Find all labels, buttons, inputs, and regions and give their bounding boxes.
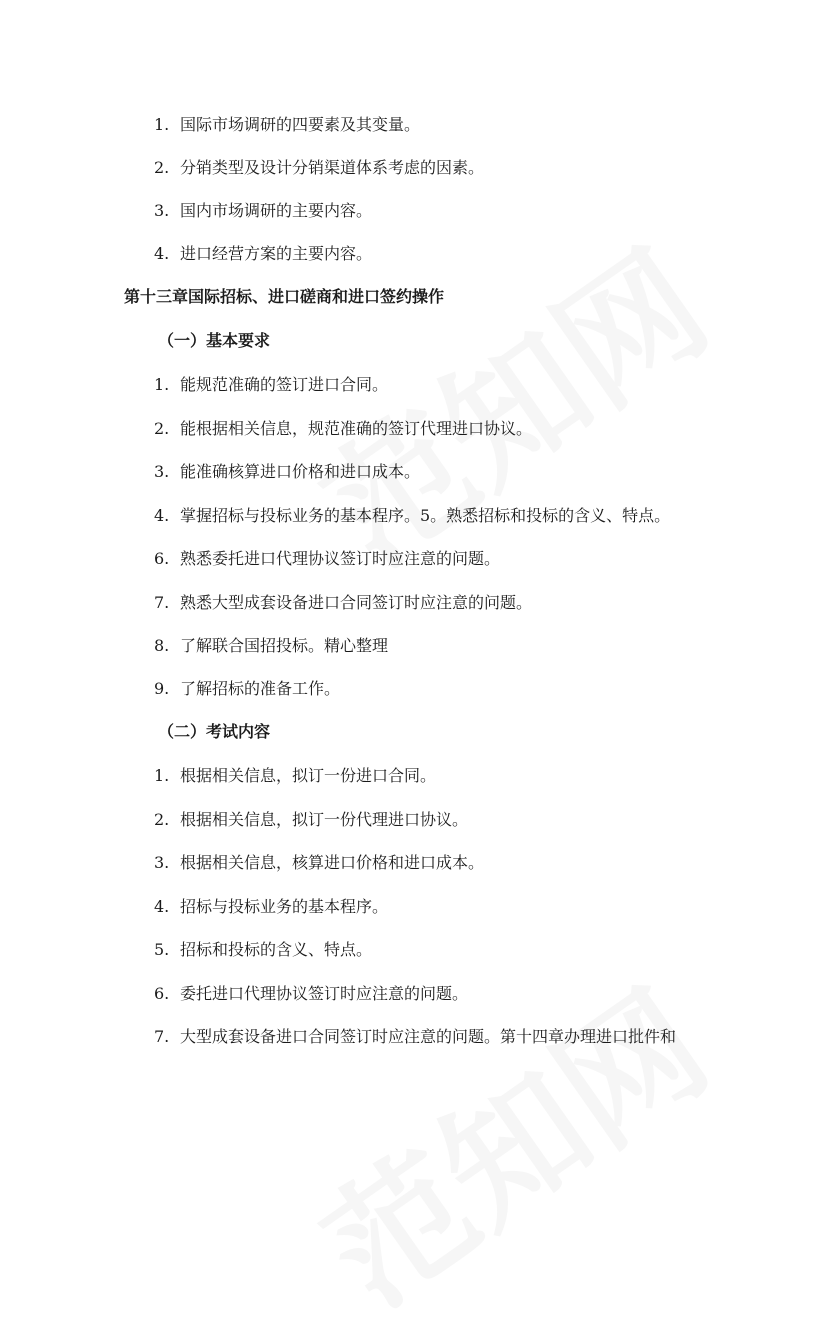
list-text: 掌握招标与投标业务的基本程序。5。熟悉招标和投标的含义、特点。: [180, 506, 671, 525]
list-number: 4.: [154, 244, 170, 263]
list-text: 了解招标的准备工作。: [180, 679, 341, 698]
list-number: 4.: [154, 897, 170, 916]
list-item: [154, 635, 388, 657]
list-item: [154, 418, 532, 440]
list-number: 4.: [154, 506, 170, 525]
list-number: 2.: [154, 158, 170, 177]
list-text: 招标与投标业务的基本程序。: [180, 897, 389, 916]
list-text: 国际市场调研的四要素及其变量。: [180, 115, 421, 134]
list-item: [154, 939, 372, 961]
list-item: [154, 983, 468, 1005]
list-text: 能根据相关信息，规范准确的签订代理进口协议。: [180, 419, 533, 438]
list-text: 能规范准确的签订进口合同。: [180, 375, 389, 394]
list-number: 2.: [154, 419, 170, 438]
list-item: [154, 896, 388, 918]
list-item: [154, 200, 372, 222]
list-number: 3.: [154, 201, 170, 220]
list-text: 根据相关信息，拟订一份进口合同。: [180, 766, 437, 785]
list-item: [154, 374, 388, 396]
list-text: 能准确核算进口价格和进口成本。: [180, 462, 421, 481]
list-number: 6.: [154, 984, 170, 1003]
list-item: [154, 592, 532, 614]
list-text: 进口经营方案的主要内容。: [180, 244, 373, 263]
list-text: 根据相关信息，核算进口价格和进口成本。: [180, 853, 485, 872]
list-number: 3.: [154, 853, 170, 872]
list-text: 国内市场调研的主要内容。: [180, 201, 373, 220]
list-number: 7.: [154, 593, 170, 612]
list-text: 熟悉委托进口代理协议签订时应注意的问题。: [180, 549, 501, 568]
list-text: 分销类型及设计分销渠道体系考虑的因素。: [180, 158, 485, 177]
list-item: [154, 809, 468, 831]
list-item: [154, 765, 436, 787]
list-text: 委托进口代理协议签订时应注意的问题。: [180, 984, 469, 1003]
list-item: [154, 852, 484, 874]
list-item: [154, 505, 670, 527]
list-item: [154, 461, 420, 483]
list-text: 招标和投标的含义、特点。: [180, 940, 373, 959]
list-number: 1.: [154, 766, 170, 785]
chapter-title: 第十三章国际招标、进口磋商和进口签约操作: [124, 287, 445, 306]
list-number: 6.: [154, 549, 170, 568]
list-item: [154, 114, 420, 136]
list-number: 1.: [154, 375, 170, 394]
list-text: 根据相关信息，拟订一份代理进口协议。: [180, 810, 469, 829]
list-text: 大型成套设备进口合同签订时应注意的问题。第十四章办理进口批件和: [180, 1027, 677, 1046]
list-item: [154, 243, 372, 265]
list-number: 7.: [154, 1027, 170, 1046]
list-number: 2.: [154, 810, 170, 829]
list-number: 8.: [154, 636, 170, 655]
list-item: [154, 548, 500, 570]
section-title: （一）基本要求: [158, 331, 271, 350]
list-text: 熟悉大型成套设备进口合同签订时应注意的问题。: [180, 593, 533, 612]
list-text: 了解联合国招投标。精心整理: [180, 636, 389, 655]
list-item: [154, 678, 340, 700]
section-title: （二）考试内容: [158, 722, 271, 741]
list-number: 1.: [154, 115, 170, 134]
list-number: 5.: [154, 940, 170, 959]
list-item: [154, 1026, 676, 1048]
list-number: 9.: [154, 679, 170, 698]
list-item: [154, 157, 484, 179]
list-number: 3.: [154, 462, 170, 481]
